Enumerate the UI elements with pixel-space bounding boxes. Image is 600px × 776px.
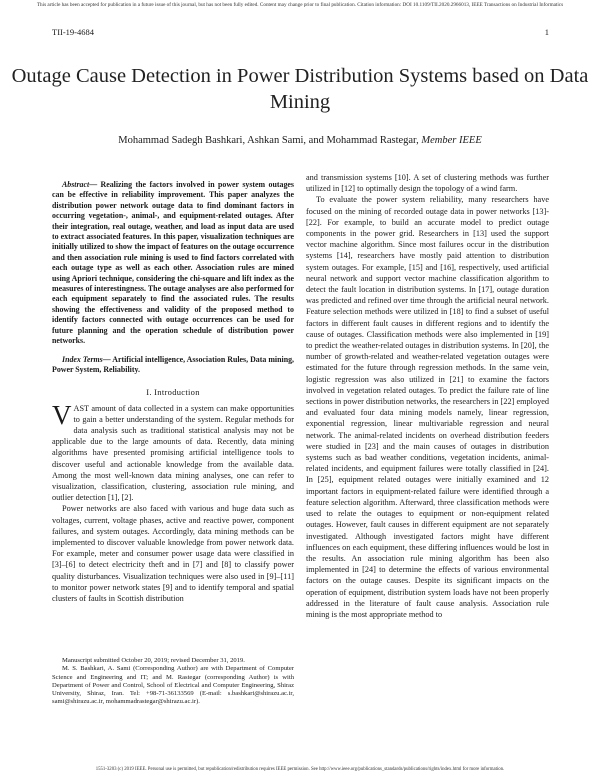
intro-paragraph-2: Power networks are also faced with various and huge data such as voltages, current, voltage phases, active and reactive power, component failures, and system outages. Accordingly, data mining methods can be implemented to discover valuable knowledge from power network data. For example, meter and consumer power usage data were classified in [3]–[6] to detect electricity theft and in [7] and [8] to classify power quality disturbances. Visualization techniques were also used in [9]–[11] to monitor power network states [9] and to identify temporal and spatial clusters of faults in Scottish distribution bbox=[52, 504, 294, 603]
author-names: Mohammad Sadegh Bashkari, Ashkan Sami, and Mohammad Rastegar, bbox=[118, 135, 419, 146]
right-paragraph-0: and transmission systems [10]. A set of clustering methods was further utilized in [12] to optimally design the topology of a wind farm. bbox=[306, 173, 549, 194]
section-heading: I. Introduction bbox=[146, 387, 200, 398]
footnote-manuscript: Manuscript submitted October 20, 2019; revised December 31, 2019. bbox=[62, 657, 245, 664]
left-column bbox=[52, 180, 294, 604]
abstract bbox=[52, 180, 294, 347]
paper-title: Outage Cause Detection in Power Distribution Systems based on Data Mining bbox=[11, 65, 589, 113]
index-terms-text: — Artificial intelligence, Association Rules, Data mining, Power System, Reliability. bbox=[52, 354, 295, 374]
intro-paragraph-1-text: AST amount of data collected in a system can make opportunities to gain a better understanding of the system. Regular methods for data analysis such as traditional statistical analysis may not be applicable due to the large amounts of data. Recently, data mining algorithms have presented promising artificial intelligence tools to discover useful and actionable knowledge from the available data. Among the most well-known data mining analyses, one can refer to visualization, classification, clustering, association rule mining, and outlier detection [1], [2]. bbox=[52, 403, 294, 503]
drop-cap: V bbox=[52, 399, 72, 430]
page-number: 1 bbox=[544, 27, 549, 37]
abstract-label: Abstract bbox=[62, 180, 90, 189]
index-terms-label: Index Terms bbox=[62, 354, 103, 364]
footnote-affiliations: M. S. Bashkari, A. Sami (Corresponding Author) are with Department of Computer Science and Engineering and IT; and M. Rastegar (corresponding Author) is with Department of Power and Control, School of Electrical and Computer Engineering, Shiraz University, Shiraz, Iran. Tel: +98-71-36133569 (E-mail: s.bashkari@shirazu.ac.ir, sami@shirazu.ac.ir, mohammadrastegar@shirazu.ac.ir). bbox=[52, 665, 294, 706]
journal-notice: This article has been accepted for publication in a future issue of this journal, but has not been fully edited. Content may change prior to final publication. Citation information: DOI 10.1109/TII.2020.2966013, IEEE Transactions on Industrial Informatics bbox=[36, 2, 564, 8]
right-paragraph-1: To evaluate the power system reliability, many researchers have focused on the mining of recorded outage data in power networks [13]-[22]. For example, to build an accurate model to predict outage components in the power grid. Researchers in [13] used the support vector machine algorithm. Since most failures occur in the distribution systems [14], researchers have mostly paid attention to distribution system outages. For example, [15] and [16], respectively, used artificial neural network and support vector machine classification algorithm to detect the fault location in distribution systems. In [17], outage duration was predicted and refined over time through the artificial neural network. Feature selection methods were utilized in [18] to find a subset of useful factors in different fault causes in different regions and to identify the cause of outages. Classification methods were also implemented in [19] to predict the weather-related outages in distribution systems. In [20], the number of growth-related and weather-related vegetation outages were estimated for the future through regression methods. In the same vein, logistic regression was also utilized in [21] to examine the factors involved in vegetation related outages. To predict the failure rate of line sections in power distribution networks, the researchers in [22] employed and evaluated four data mining models namely, linear regression, exponential regression, linear multivariable regression and neural network. The animal-related incidents on overhead distribution feeders were studied in [23] and the main causes of outages in distribution systems such as bad weather conditions, vegetation incidents, animal-related incidents, and equipment failures were totally classified in [24]. In [25], equipment related outages were initially examined and 12 important factors in equipment-related failure were identified through a feature selection algorithm. Afterward, three classification methods were used to relate the outages to equipment or non-equipment related outages. However, fault causes in different equipment are not separately investigated. Although investigated factors might have different influences on each equipment, these differing influences would be lost in the results. An association rule mining algorithm has been also implemented in [24] to determine the effects of various environmental factors on the outage causes. Despite its significant impacts on the operation of equipment, distribution system loads have not been properly addressed in the literature of fault cause analysis. Association rule mining is the most appropriate method to bbox=[306, 195, 549, 619]
intro-paragraph-1 bbox=[52, 399, 294, 504]
copyright-notice: 1551-3203 (c) 2019 IEEE. Personal use is permitted, but republication/redistribution requires IEEE permission. See http://www.ieee.org/publications_standards/publications/rights/index.html for more information. bbox=[95, 767, 505, 772]
index-terms bbox=[52, 355, 294, 376]
paper-id: TII-19-4684 bbox=[52, 27, 95, 37]
author-line bbox=[0, 135, 600, 146]
footnote bbox=[52, 657, 294, 707]
abstract-text: — Realizing the factors involved in power system outages can be effective in reliability improvement. This paper analyzes the distribution power network outage data to find dominant factors in occurring vegetation-, animal-, and equipment-related outages. After their integration, real outage, weather, and load as input data are used to extract associated features. In this paper, visualization techniques are initially utilized to show the impact of features on the outage occurrence and then association rule mining is used to find factors correlated with each outage type as well as each other. Association rules are mined using Apriori technique, considering the chi-square and lift index as the measures of interestingness. The outage analyses are also performed for each equipment separately to find the associated rules. The results showing the effectiveness and validity of the proposed method to identify factors connected with outage occurrences can be used for future planning and the operation schedule of distribution power networks. bbox=[52, 180, 294, 346]
author-membership: Member IEEE bbox=[421, 135, 482, 146]
right-column bbox=[306, 172, 549, 620]
